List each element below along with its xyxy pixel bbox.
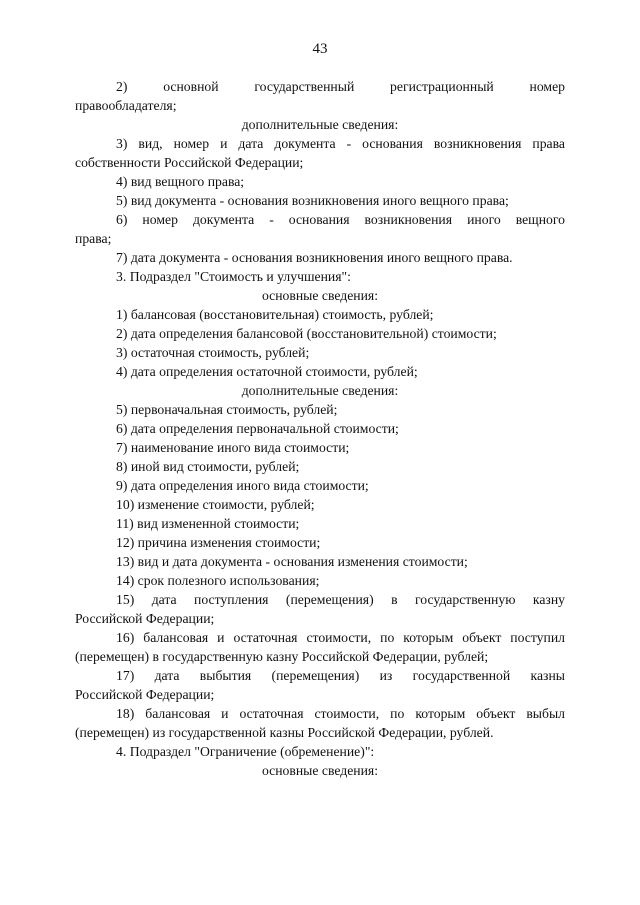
text-line: 5) вид документа - основания возникновения иного вещного права; [116, 193, 509, 208]
text-line: 2) дата определения балансовой (восстановительной) стоимости; [116, 326, 497, 341]
text-line: 3. Подраздел "Стоимость и улучшения": [116, 269, 351, 284]
section-heading: дополнительные сведения: [241, 383, 399, 398]
text-line: Российской Федерации; [75, 611, 215, 626]
text-line: 4) вид вещного права; [116, 174, 245, 189]
text-line: права; [75, 231, 112, 246]
section-heading: дополнительные сведения: [241, 117, 399, 132]
text-line: 9) дата определения иного вида стоимости; [116, 478, 369, 493]
text-line: 7) дата документа - основания возникновения иного вещного права. [116, 250, 513, 265]
text-line: 8) иной вид стоимости, рублей; [116, 459, 300, 474]
text-line: (перемещен) в государственную казну Российской Федерации, рублей; [75, 649, 489, 664]
text-line: собственности Российской Федерации; [75, 155, 304, 170]
section-heading: основные сведения: [261, 763, 379, 778]
text-line: 4) дата определения остаточной стоимости, рублей; [116, 364, 418, 379]
section-heading: основные сведения: [261, 288, 379, 303]
text-line: 3) вид, номер и дата документа - основания возникновения права [116, 136, 565, 151]
text-line: 16) балансовая и остаточная стоимости, по которым объект поступил [116, 630, 565, 645]
text-line: 14) срок полезного использования; [116, 573, 320, 588]
text-line: 7) наименование иного вида стоимости; [116, 440, 350, 455]
text-line: 11) вид измененной стоимости; [116, 516, 300, 531]
document-body [75, 77, 565, 780]
text-line: 18) балансовая и остаточная стоимости, по которым объект выбыл [116, 706, 565, 721]
text-line: 17) дата выбытия (перемещения) из государственной казны [116, 668, 565, 683]
text-line: 15) дата поступления (перемещения) в государственную казну [116, 592, 565, 607]
text-line: 13) вид и дата документа - основания изменения стоимости; [116, 554, 468, 569]
text-line: (перемещен) из государственной казны Российской Федерации, рублей. [75, 725, 494, 740]
text-line: 3) остаточная стоимость, рублей; [116, 345, 310, 360]
text-line: 6) дата определения первоначальной стоимости; [116, 421, 399, 436]
text-line: 4. Подраздел "Ограничение (обременение)": [116, 744, 375, 759]
text-line: Российской Федерации; [75, 687, 215, 702]
text-line: 1) балансовая (восстановительная) стоимость, рублей; [116, 307, 434, 322]
text-line: 10) изменение стоимости, рублей; [116, 497, 315, 512]
text-line: 6) номер документа - основания возникновения иного вещного [116, 212, 565, 227]
text-line: 5) первоначальная стоимость, рублей; [116, 402, 338, 417]
text-line: 12) причина изменения стоимости; [116, 535, 321, 550]
page-number: 43 [312, 41, 328, 57]
text-line: 2) основной государственный регистрационный номер [116, 79, 565, 94]
text-line: правообладателя; [75, 98, 177, 113]
